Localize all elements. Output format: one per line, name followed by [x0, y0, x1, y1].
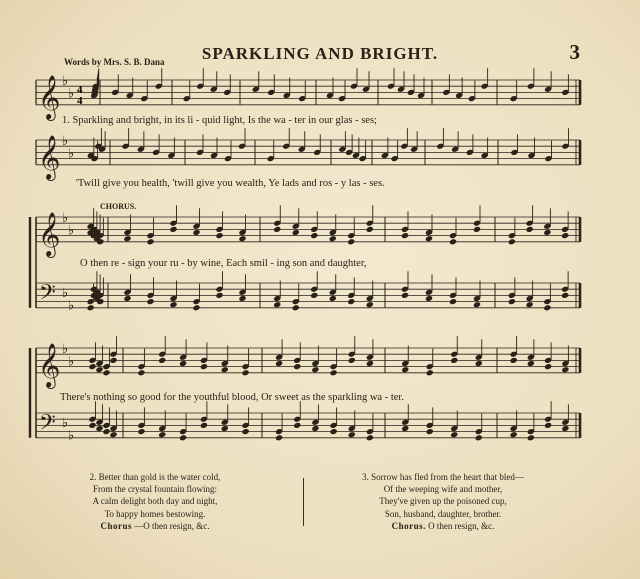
chorus-label: CHORUS.	[100, 202, 137, 211]
chorus-lyric-line-1: O then re - sign your ru - by wine, Each smil - ing son and daughter,	[80, 258, 367, 269]
note-head	[543, 304, 551, 311]
note-head	[561, 232, 569, 239]
note-head	[200, 422, 208, 429]
svg-text:4: 4	[77, 95, 83, 107]
flat-icon: ♭	[62, 342, 69, 357]
verse-lyric-line-2: 'Twill give you health, 'twill give you wealth, Ye lads and ros - y las - ses.	[76, 178, 385, 189]
note-head	[473, 301, 481, 308]
note-head	[123, 295, 131, 302]
note-head	[425, 295, 433, 302]
bass-clef-icon: 𝄢	[39, 280, 56, 311]
note-head	[158, 357, 166, 364]
note-head	[366, 434, 374, 441]
note-head	[527, 360, 535, 367]
note-head	[526, 226, 534, 233]
flat-icon: ♭	[68, 354, 75, 370]
note-head	[510, 357, 518, 364]
verse-3-line-1	[318, 471, 568, 483]
flat-icon: ♭	[68, 223, 75, 239]
flat-icon: ♭	[68, 428, 75, 444]
note-head	[508, 298, 516, 305]
note-head	[366, 226, 374, 233]
flat-icon: ♭	[62, 211, 69, 226]
note-head	[310, 292, 318, 299]
note-head	[179, 434, 187, 441]
bass-clef-icon: 𝄢	[39, 410, 56, 441]
note-head	[508, 238, 516, 245]
verse-3-line-3: They've given up the poisoned cup,	[379, 496, 507, 507]
verse-2-line-1	[30, 471, 280, 483]
clefs-and-signatures	[38, 74, 74, 444]
chorus-lyric-line-2: There's nothing so good for the youthful blood, Or sweet as the sparkling wa - ter.	[60, 392, 404, 403]
note-head	[310, 232, 318, 239]
note-head	[401, 366, 409, 373]
note-head	[87, 304, 95, 311]
note-head	[146, 298, 154, 305]
note-head	[526, 301, 534, 308]
note-head	[123, 235, 131, 242]
note-head	[88, 422, 96, 429]
note-head	[347, 238, 355, 245]
verse-2-chorus-ref	[30, 520, 280, 532]
treble-clef-icon: 𝄞	[38, 211, 61, 256]
note-head	[169, 226, 177, 233]
flat-icon: ♭	[62, 416, 69, 432]
note-head	[169, 301, 177, 308]
note-head	[238, 235, 246, 242]
note-head	[275, 434, 283, 441]
flat-icon: ♭	[62, 134, 69, 149]
note-head	[426, 369, 434, 376]
flat-icon: ♭	[62, 286, 69, 302]
note-head	[527, 434, 535, 441]
note-head	[158, 431, 166, 438]
note-head	[242, 428, 250, 435]
note-head	[475, 434, 483, 441]
note-head	[543, 229, 551, 236]
note-head	[273, 226, 281, 233]
song-title: SPARKLING AND BRIGHT.	[201, 44, 439, 63]
note-head	[330, 428, 338, 435]
flat-icon: ♭	[62, 74, 69, 89]
flat-icon: ♭	[68, 298, 75, 314]
verse-3-chorus-word: Chorus.	[391, 520, 426, 531]
note-head	[473, 226, 481, 233]
note-head	[561, 425, 569, 432]
lyricist-credit: Words by Mrs. S. B. Dana	[64, 57, 165, 67]
note-head	[242, 369, 250, 376]
note-head	[449, 298, 457, 305]
note-head	[450, 431, 458, 438]
note-head	[88, 363, 96, 370]
note-head	[221, 366, 229, 373]
note-head	[426, 428, 434, 435]
note-head	[109, 431, 117, 438]
note-head	[348, 357, 356, 364]
note-head	[450, 357, 458, 364]
note-head	[273, 301, 281, 308]
note-head	[510, 431, 518, 438]
note-head	[215, 292, 223, 299]
note-head	[102, 428, 110, 435]
note-head	[179, 360, 187, 367]
time-signature	[77, 84, 83, 107]
verse-3-line-2: Of the weeping wife and mother,	[383, 484, 503, 495]
note-head	[137, 369, 145, 376]
note-head	[293, 422, 301, 429]
verse-2-line-3: A calm delight both day and night,	[92, 496, 218, 507]
note-head	[109, 357, 117, 364]
verse-3-chorus-ref	[318, 520, 568, 532]
verse-2-chorus-rest: —O then resign, &c.	[132, 520, 210, 531]
svg-text:4: 4	[77, 84, 83, 96]
note-head	[330, 369, 338, 376]
note-head	[192, 229, 200, 236]
verse-lyric-line-1: 1. Sparkling and bright, in its li - quid light, Is the wa - ter in our glas - ses;	[62, 115, 377, 126]
note-head	[311, 366, 319, 373]
note-head	[329, 295, 337, 302]
note-head	[275, 360, 283, 367]
note-head	[401, 292, 409, 299]
note-head	[95, 366, 103, 373]
note-head	[561, 292, 569, 299]
note-head	[292, 229, 300, 236]
note-head	[192, 304, 200, 311]
note-head	[238, 295, 246, 302]
verse-2-line-4: To happy homes bestowing.	[104, 508, 206, 519]
note-head	[293, 363, 301, 370]
verse-3-line-4: Son, husband, daughter, brother.	[384, 508, 502, 519]
note-head	[200, 363, 208, 370]
page-number: 3	[569, 40, 580, 64]
note-head	[401, 425, 409, 432]
flat-icon: ♭	[68, 86, 75, 102]
note-head	[215, 232, 223, 239]
note-head	[221, 425, 229, 432]
note-head	[137, 428, 145, 435]
treble-clef-icon: 𝄞	[38, 134, 61, 179]
note-head	[102, 369, 110, 376]
verse-2-line-2: From the crystal fountain flowing:	[93, 484, 217, 495]
verse-3-chorus-rest: O then resign, &c.	[425, 520, 495, 531]
note-head	[329, 235, 337, 242]
note-head	[347, 298, 355, 305]
note-head	[348, 431, 356, 438]
note-head	[311, 425, 319, 432]
note-head	[475, 360, 483, 367]
note-head	[95, 425, 103, 432]
verse-3-text-1: Sorrow has fled from the heart that bled—	[371, 472, 524, 482]
note-head	[292, 304, 300, 311]
note-head	[366, 360, 374, 367]
verse-3	[318, 471, 568, 532]
verse-3-number: 3.	[362, 472, 369, 482]
note-head	[425, 235, 433, 242]
note-head	[561, 366, 569, 373]
treble-clef-icon: 𝄞	[38, 342, 61, 387]
note-head	[146, 238, 154, 245]
note-head	[544, 363, 552, 370]
note-head	[366, 301, 374, 308]
treble-clef-icon: 𝄞	[38, 74, 61, 119]
note-head	[401, 232, 409, 239]
verse-2	[30, 471, 280, 532]
verse-2-text-1: Better than gold is the water cold,	[98, 472, 221, 482]
verse-2-number: 2.	[89, 472, 97, 482]
note-head	[544, 422, 552, 429]
verse-2-chorus-word: Chorus	[100, 520, 133, 531]
flat-icon: ♭	[68, 146, 75, 162]
verse-divider	[303, 478, 304, 526]
note-head	[449, 238, 457, 245]
